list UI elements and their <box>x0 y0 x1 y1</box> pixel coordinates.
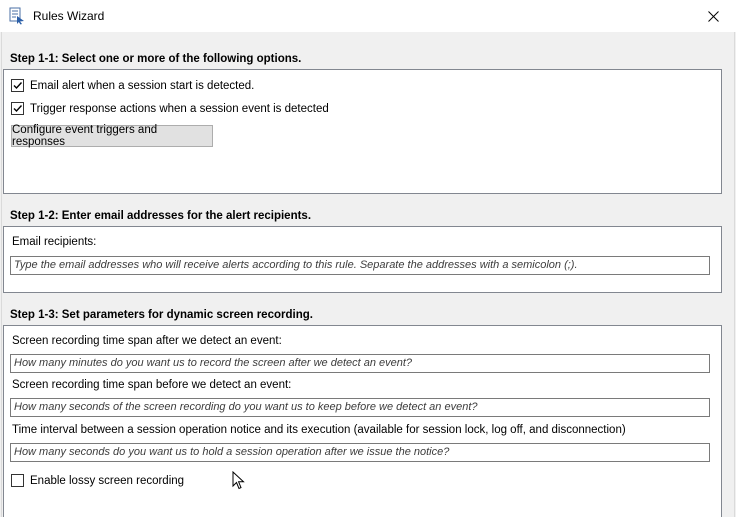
lossy-recording-option[interactable] <box>11 474 184 487</box>
step-2-heading: Step 1-2: Enter email addresses for the alert recipients. <box>10 210 312 222</box>
email-alert-label: Email alert when a session start is detected. <box>30 79 255 92</box>
lossy-recording-checkbox[interactable] <box>11 474 24 487</box>
email-recipients-input[interactable]: Type the email addresses who will receive alerts according to this rule. Separate the addresses with a semicolon (;). <box>10 256 710 275</box>
lossy-recording-label: Enable lossy screen recording <box>30 474 185 487</box>
rules-wizard-app-icon <box>8 7 26 25</box>
close-button[interactable] <box>690 0 736 32</box>
checkmark-icon <box>12 103 23 114</box>
step-1-group <box>3 69 722 194</box>
checkmark-icon <box>12 80 23 91</box>
email-recipients-label: Email recipients: <box>12 236 97 248</box>
close-icon <box>708 11 719 22</box>
trigger-response-checkbox[interactable] <box>11 102 24 115</box>
before-span-label: Screen recording time span before we detect an event: <box>12 379 292 391</box>
step-3-heading: Step 1-3: Set parameters for dynamic screen recording. <box>10 309 313 321</box>
trigger-response-label: Trigger response actions when a session event is detected <box>30 102 329 115</box>
step-3-group <box>3 325 722 517</box>
trigger-response-option[interactable] <box>11 102 329 115</box>
step-2-group <box>3 226 722 293</box>
step-1-heading: Step 1-1: Select one or more of the following options. <box>10 53 302 65</box>
window-title: Rules Wizard <box>33 9 105 23</box>
configure-triggers-button[interactable]: Configure event triggers and responses <box>11 125 213 147</box>
after-span-input[interactable]: How many minutes do you want us to record the screen after we detect an event? <box>10 354 710 373</box>
after-span-label: Screen recording time span after we detect an event: <box>12 335 282 347</box>
interval-input[interactable]: How many seconds do you want us to hold a session operation after we issue the notice? <box>10 443 710 462</box>
before-span-input[interactable]: How many seconds of the screen recording do you want us to keep before we detect an event? <box>10 398 710 417</box>
title-bar <box>0 0 736 32</box>
interval-label: Time interval between a session operation notice and its execution (available for session lock, log off, and disconnection) <box>12 424 626 436</box>
email-alert-checkbox[interactable] <box>11 79 24 92</box>
email-alert-option[interactable] <box>11 79 254 92</box>
wizard-content <box>1 32 735 517</box>
mouse-cursor-icon <box>232 471 246 491</box>
